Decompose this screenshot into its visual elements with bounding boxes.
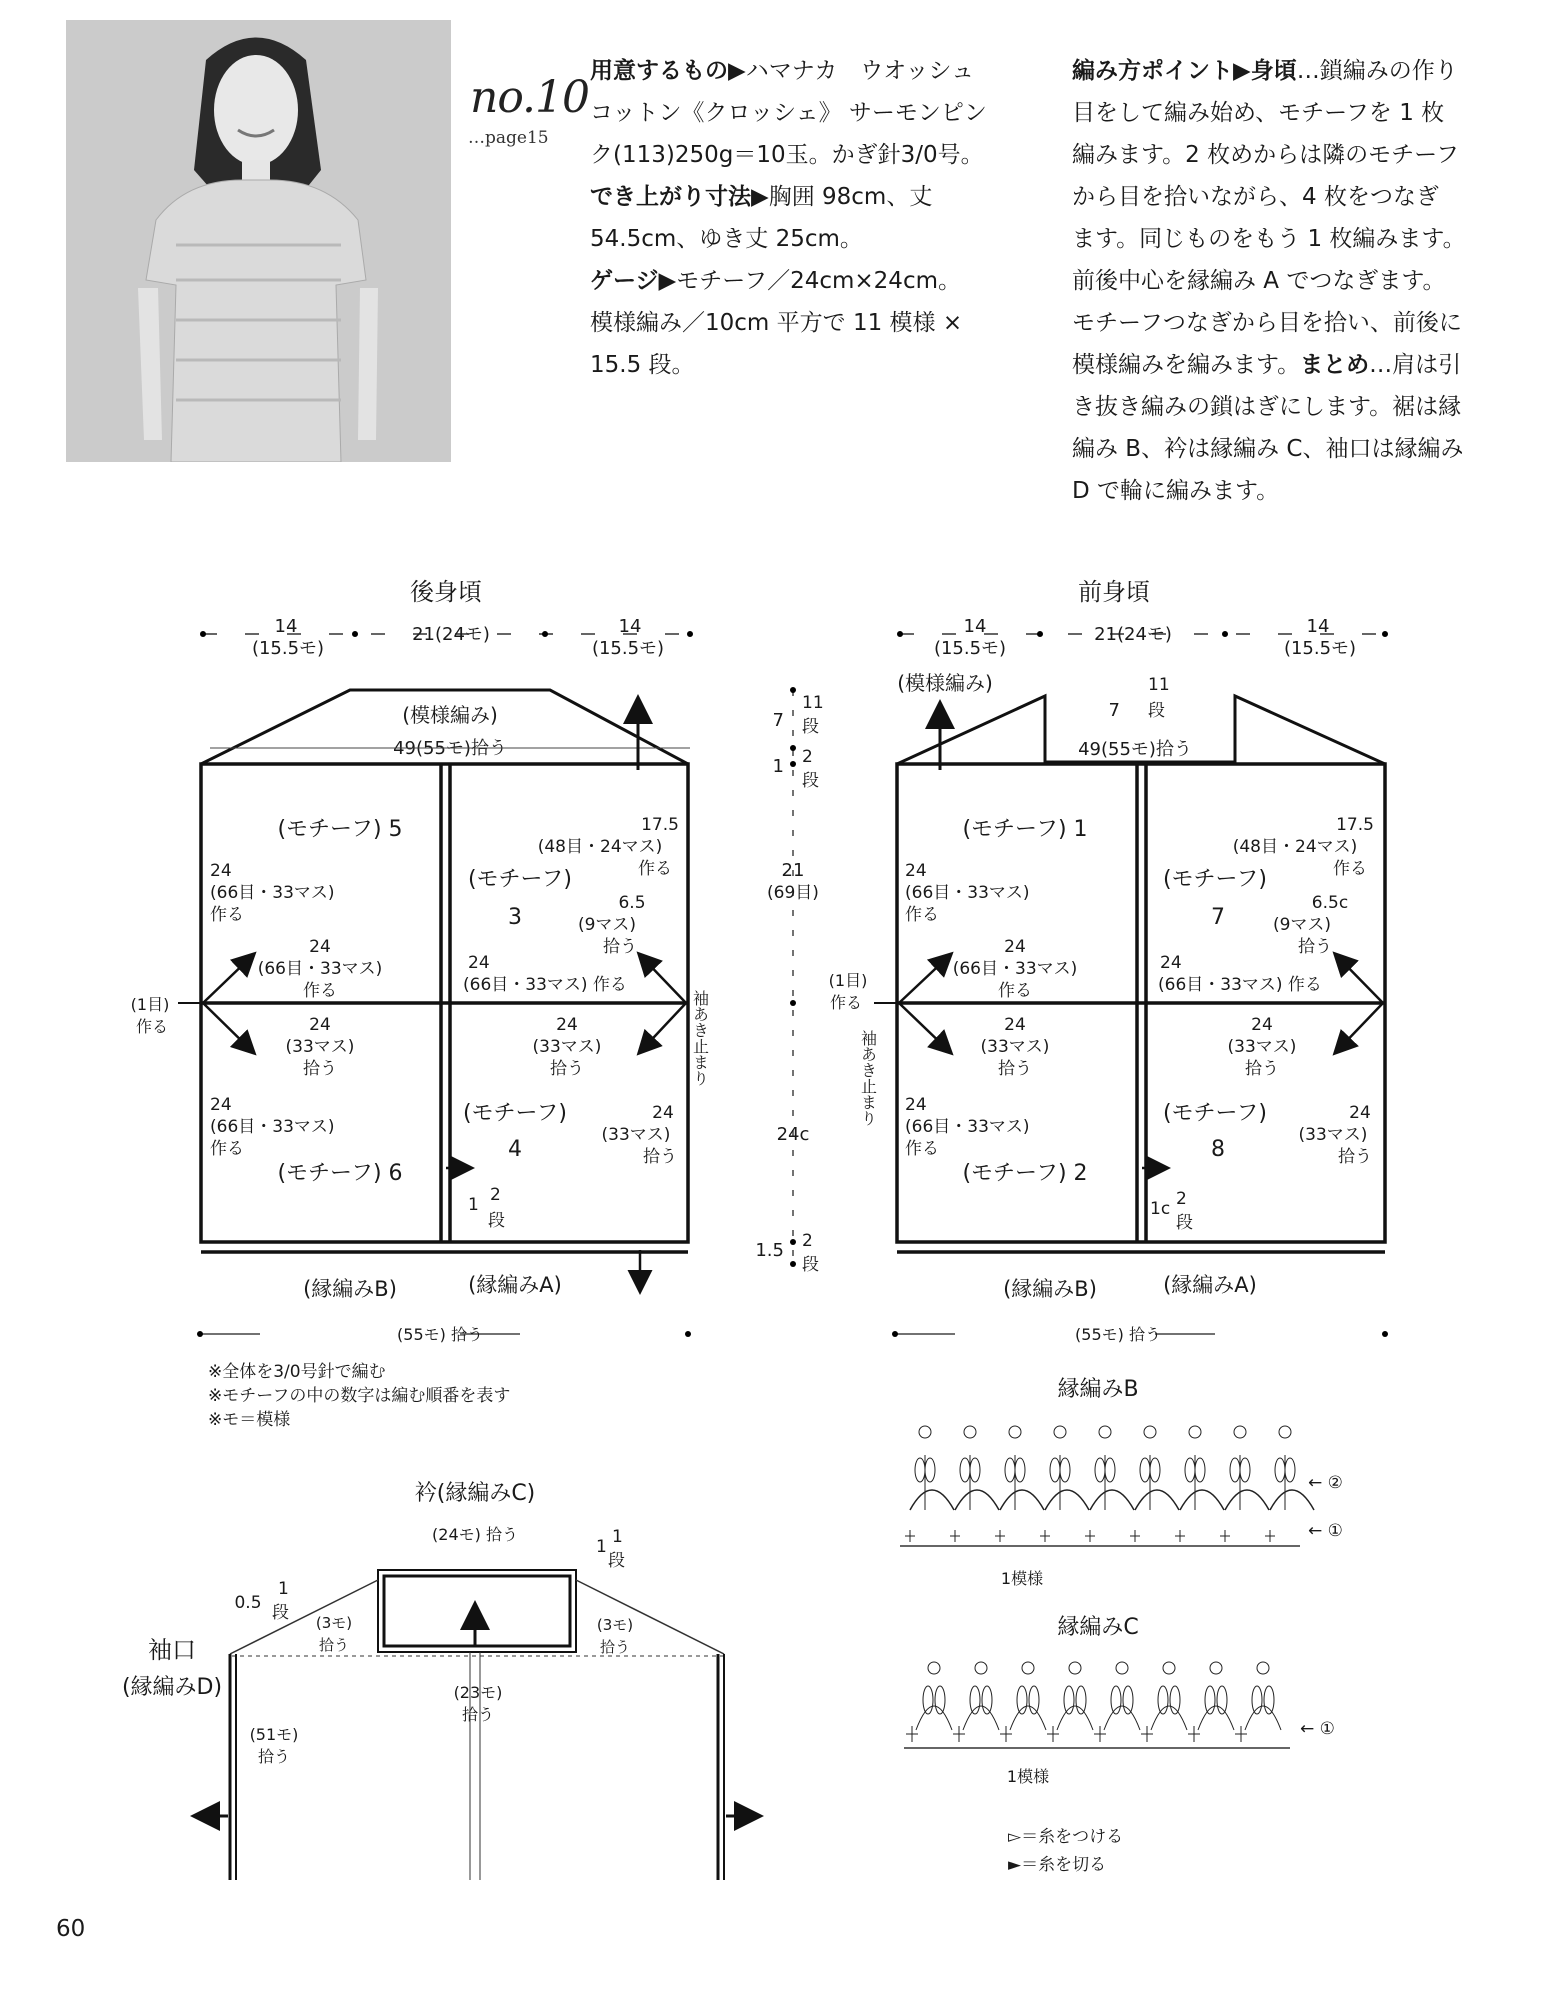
front-right-175-make: 作る: [1333, 859, 1367, 879]
points-segment: 目をして編み始め、モチーフを 1 枚: [1072, 100, 1445, 126]
collar-right-3: (3モ): [596, 1616, 634, 1634]
back-one-row-b: 段: [488, 1211, 505, 1231]
back-motif-6: (モチーフ) 6: [277, 1161, 403, 1186]
front-neck-7: 7: [1108, 700, 1120, 721]
front-yoke-pick: 49(55モ)拾う: [1078, 739, 1192, 760]
dim-7-rows-b: 段: [802, 717, 819, 737]
dim-21: 21: [781, 860, 805, 881]
back-right-24b-pick: 拾う: [550, 1059, 584, 1079]
front-title: 前身頃: [1078, 578, 1150, 606]
front-left-24a-make: 作る: [905, 905, 939, 925]
cuff-51: (51モ): [249, 1725, 299, 1744]
front-right-175-sub: (48目・24マス): [1232, 837, 1358, 857]
materials-segment: ハマナカ ウオッシュ: [745, 58, 975, 84]
stitch-symbol: [1040, 1426, 1089, 1542]
back-top-right-sub: (15.5モ): [591, 638, 665, 659]
materials-segment: 15.5 段。: [590, 352, 695, 378]
materials-segment: 模様編み／10cm 平方で 11 模様 ×: [590, 310, 963, 336]
front-neck-dan: 段: [1148, 701, 1165, 721]
back-left-24b: 24: [210, 1095, 232, 1115]
collar-rows-1: 1: [596, 1537, 607, 1557]
back-top-mid: 21(24モ): [412, 624, 490, 645]
stitch-symbol: [1188, 1662, 1234, 1742]
materials-segment: でき上がり寸法▶: [590, 184, 769, 210]
dim-15-rows-b: 段: [802, 1255, 819, 1275]
back-center-24b: 24: [309, 1015, 331, 1035]
edge-b-stitch-symbols: [905, 1426, 1314, 1542]
stitch-symbol: [906, 1662, 952, 1742]
back-motif-3-label: (モチーフ): [467, 867, 573, 892]
back-border-a: (縁編みA): [468, 1273, 562, 1297]
points-segment: D で輪に編みます。: [1072, 478, 1280, 504]
symbol-legend: [1008, 1827, 1123, 1875]
front-right-24b-pick: 拾う: [1245, 1059, 1279, 1079]
stitch-symbol: [1000, 1662, 1046, 1742]
back-right-175-make: 作る: [638, 859, 672, 879]
front-center-24b: 24: [1004, 1015, 1026, 1035]
legend-attach: ▻＝糸をつける: [1008, 1827, 1124, 1847]
back-left-24a-sub: (66目・33マス): [210, 883, 335, 903]
back-right-65-pick: 拾う: [603, 937, 637, 957]
front-one-row-b: 段: [1176, 1213, 1193, 1233]
front-center-24a-sub: (66目・33マス): [952, 959, 1078, 979]
back-right-24a-sub: (66目・33マス) 作る: [463, 975, 627, 995]
points-segment: 編みます。2 枚めからは隣のモチーフ: [1072, 142, 1459, 168]
front-center-24a: 24: [1004, 937, 1026, 957]
back-one-row-num: 1: [468, 1195, 479, 1215]
front-border-a: (縁編みA): [1163, 1273, 1257, 1297]
front-motif-8-label: (モチーフ): [1162, 1101, 1268, 1126]
points-segment: モチーフつなぎから目を拾い、前後に: [1072, 310, 1462, 336]
materials-segment: ク(113)250g＝10玉。かぎ針3/0号。: [590, 142, 984, 168]
points-segment: 模様編みを編みます。: [1072, 352, 1301, 378]
page-reference: …page15: [468, 128, 549, 148]
front-one-row-a: 2: [1176, 1189, 1187, 1209]
stitch-symbol: [1141, 1662, 1187, 1742]
points-segment: ます。同じものをもう 1 枚編みます。: [1072, 226, 1466, 252]
points-segment: …肩は引: [1369, 352, 1462, 378]
front-one-stitch: (1目): [828, 971, 868, 990]
stitch-symbol: [995, 1426, 1044, 1542]
cuff-rows-a: 1: [278, 1579, 289, 1599]
points-segment: 前後中心を縁編み A でつなぎます。: [1072, 268, 1446, 294]
front-right-175: 17.5: [1336, 815, 1374, 835]
dim-1-rows-b: 段: [802, 771, 819, 791]
dim-7-rows-a: 11: [802, 693, 824, 713]
front-left-24b-sub: (66目・33マス): [905, 1117, 1030, 1137]
front-motif-2: (モチーフ) 2: [962, 1161, 1088, 1186]
back-right-24c: 24: [652, 1103, 674, 1123]
back-right-175-sub: (48目・24マス): [537, 837, 663, 857]
back-right-24c-pick: 拾う: [643, 1147, 677, 1167]
points-segment: き抜き編みの鎖はぎにします。裾は縁: [1072, 394, 1462, 420]
front-top-left: 14: [963, 616, 987, 637]
note-line: ※モ＝模様: [208, 1410, 291, 1430]
back-body-diagram: [131, 578, 710, 1344]
front-bottom-pick: (55モ) 拾う: [1075, 1325, 1161, 1344]
dim-1: 1: [772, 756, 784, 777]
dim-15: 1.5: [755, 1240, 784, 1261]
vertical-dimensions: [755, 687, 823, 1275]
cuff-05: 0.5: [234, 1593, 262, 1613]
back-center-24b-sub: (33マス): [285, 1037, 355, 1057]
front-yoke-label: (模様編み): [897, 671, 993, 695]
back-motif-3-num: 3: [508, 905, 522, 930]
materials-segment: 54.5cm、ゆき丈 25cm。: [590, 226, 863, 252]
pattern-number: no.10: [470, 72, 590, 123]
front-neck-11: 11: [1148, 675, 1170, 695]
edge-c-stitch-symbols: [906, 1662, 1281, 1742]
back-one-make: 作る: [135, 1017, 169, 1036]
back-motif-5: (モチーフ) 5: [277, 817, 403, 842]
back-motif-4-label: (モチーフ): [462, 1101, 568, 1126]
front-top-right-sub: (15.5モ): [1283, 638, 1357, 659]
materials-segment: ゲージ▶: [590, 268, 677, 294]
front-right-24b: 24: [1251, 1015, 1273, 1035]
front-left-24b: 24: [905, 1095, 927, 1115]
front-motif-1: (モチーフ) 1: [962, 817, 1088, 842]
dim-24: 24c: [776, 1124, 810, 1145]
back-center-24a: 24: [309, 937, 331, 957]
front-center-24a-make: 作る: [998, 981, 1032, 1001]
points-segment: 編み方ポイント▶身頃: [1072, 58, 1297, 84]
edge-b-row2: ← ②: [1308, 1473, 1343, 1493]
stitch-symbol: [1047, 1662, 1093, 1742]
front-right-24c-pick: 拾う: [1338, 1147, 1372, 1167]
cuff-rows-b: 段: [272, 1603, 289, 1623]
back-right-24c-sub: (33マス): [601, 1125, 671, 1145]
front-center-24b-sub: (33マス): [980, 1037, 1050, 1057]
back-right-65-sub: (9マス): [577, 915, 637, 935]
stitch-symbol: [1220, 1426, 1269, 1542]
back-right-175: 17.5: [641, 815, 679, 835]
materials-segment: モチーフ／24cm×24cm。: [676, 268, 961, 294]
back-right-24b-sub: (33マス): [532, 1037, 602, 1057]
back-right-65: 6.5: [618, 893, 646, 913]
collar-left-3-pick: 拾う: [318, 1636, 350, 1654]
front-left-24a-sub: (66目・33マス): [905, 883, 1030, 903]
front-motif-7-num: 7: [1211, 905, 1225, 930]
edging-c-chart: [904, 1615, 1335, 1786]
front-right-24c: 24: [1349, 1103, 1371, 1123]
stitch-symbol: [1094, 1662, 1140, 1742]
front-left-24a: 24: [905, 861, 927, 881]
note-line: ※全体を3/0号針で編む: [208, 1362, 386, 1382]
dim-1-rows-a: 2: [802, 747, 813, 767]
edging-b-chart: [900, 1377, 1343, 1588]
front-right-65-pick: 拾う: [1298, 937, 1332, 957]
edge-b-row1: ← ①: [1308, 1521, 1343, 1541]
stitch-symbol: [1175, 1426, 1224, 1542]
stitch-symbol: [905, 1426, 954, 1542]
back-left-24a-make: 作る: [210, 905, 244, 925]
back-center-24b-pick: 拾う: [303, 1059, 337, 1079]
edge-b-title: 縁編みB: [1057, 1377, 1139, 1402]
front-right-24b-sub: (33マス): [1227, 1037, 1297, 1057]
stitch-symbol: [1130, 1426, 1179, 1542]
front-top-right: 14: [1306, 616, 1330, 637]
materials-segment: 用意するもの▶: [590, 58, 746, 84]
front-one-make: 作る: [829, 993, 863, 1012]
collar-right-3-pick: 拾う: [599, 1638, 631, 1656]
stitch-symbol: [953, 1662, 999, 1742]
front-top-mid: 21(24モ): [1094, 624, 1172, 645]
front-motif-7-label: (モチーフ): [1162, 867, 1268, 892]
back-sleeve-stop: 袖あき止まり: [690, 990, 710, 1086]
collar-pick-23: (23モ): [453, 1683, 503, 1702]
back-left-24b-make: 作る: [210, 1139, 244, 1159]
front-border-b: (縁編みB): [1003, 1277, 1097, 1301]
points-segment: まとめ: [1300, 352, 1370, 378]
legend-cut: ►＝糸を切る: [1008, 1855, 1107, 1875]
materials-segment: 胸囲 98cm、丈: [768, 184, 933, 210]
points-segment: …鎖編みの作り: [1296, 58, 1458, 84]
dim-21-sub: (69目): [767, 883, 819, 903]
collar-left-3: (3モ): [315, 1614, 353, 1632]
back-one-row-a: 2: [490, 1185, 501, 1205]
stitch-symbol: [950, 1426, 999, 1542]
points-segment: から目を拾いながら、4 枚をつなぎ: [1072, 184, 1439, 210]
back-yoke-label: (模様編み): [402, 703, 498, 727]
collar-pick-23-b: 拾う: [461, 1705, 495, 1724]
page-number: 60: [56, 1916, 86, 1942]
back-motif-4-num: 4: [508, 1137, 522, 1162]
points-segment: 編み B、衿は縁編み C、袖口は縁編み: [1072, 436, 1464, 462]
back-center-24a-make: 作る: [303, 981, 337, 1001]
back-right-24b: 24: [556, 1015, 578, 1035]
back-right-24a: 24: [468, 953, 490, 973]
edge-c-repeat: 1模様: [1006, 1767, 1050, 1786]
back-one-stitch: (1目): [130, 995, 170, 1014]
back-left-24a: 24: [210, 861, 232, 881]
dim-15-rows-a: 2: [802, 1231, 813, 1251]
back-border-b: (縁編みB): [303, 1277, 397, 1301]
front-right-24c-sub: (33マス): [1298, 1125, 1368, 1145]
cuff-title: 袖口: [148, 1636, 196, 1664]
back-top-left: 14: [274, 616, 298, 637]
front-body-diagram: [829, 578, 1388, 1344]
collar-rows-1b: 段: [608, 1551, 625, 1571]
collar-cuff-diagram: [122, 1481, 758, 1880]
note-line: ※モチーフの中の数字は編む順番を表す: [208, 1386, 511, 1406]
front-right-65-sub: (9マス): [1272, 915, 1332, 935]
front-right-65: 6.5c: [1311, 893, 1349, 913]
edge-c-title: 縁編みC: [1057, 1615, 1139, 1640]
front-top-left-sub: (15.5モ): [933, 638, 1007, 659]
stitch-symbol: [1085, 1426, 1134, 1542]
edge-b-repeat: 1模様: [1000, 1569, 1044, 1588]
front-right-24a-sub: (66目・33マス) 作る: [1158, 975, 1322, 995]
back-bottom-pick: (55モ) 拾う: [397, 1325, 483, 1344]
stitch-symbol: [1235, 1662, 1281, 1742]
cuff-51-pick: 拾う: [257, 1747, 291, 1766]
cuff-subtitle: (縁編みD): [121, 1675, 223, 1700]
front-one-row-num: 1c: [1150, 1199, 1171, 1219]
back-top-right: 14: [618, 616, 642, 637]
edge-c-row1: ← ①: [1300, 1719, 1335, 1739]
stitch-symbol: [1265, 1426, 1314, 1542]
back-top-left-sub: (15.5モ): [251, 638, 325, 659]
collar-rows-1a: 1: [612, 1527, 623, 1547]
notes: [208, 1360, 510, 1432]
back-center-24a-sub: (66目・33マス): [257, 959, 383, 979]
collar-pick-24: (24モ) 拾う: [432, 1525, 518, 1544]
front-left-24b-make: 作る: [905, 1139, 939, 1159]
front-right-24a: 24: [1160, 953, 1182, 973]
front-motif-8-num: 8: [1211, 1137, 1225, 1162]
back-title: 後身頃: [410, 578, 482, 606]
collar-title: 衿(縁編みC): [414, 1481, 536, 1506]
materials-segment: コットン《クロッシェ》 サーモンピン: [590, 100, 987, 126]
front-center-24b-pick: 拾う: [998, 1059, 1032, 1079]
back-left-24b-sub: (66目・33マス): [210, 1117, 335, 1137]
front-sleeve-stop: 袖あき止まり: [858, 1030, 878, 1126]
dim-7: 7: [772, 710, 784, 731]
back-yoke-pick: 49(55モ)拾う: [393, 738, 507, 759]
